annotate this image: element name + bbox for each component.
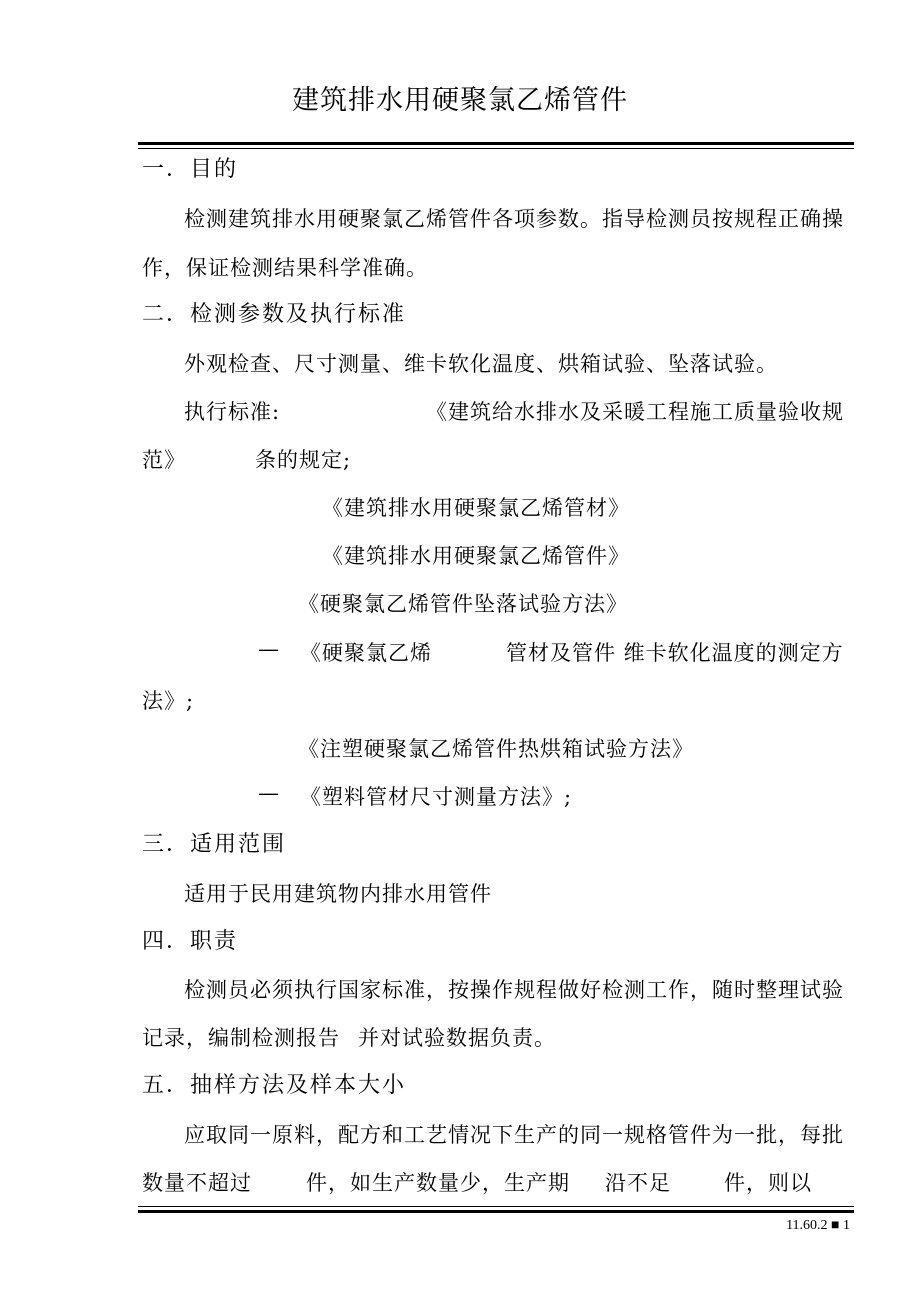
standard-item: 管材及管件 维卡软化温度的测定方	[506, 641, 844, 665]
standard-label: 执行标准:	[184, 400, 281, 424]
paragraph-line: 外观检查、尺寸测量、维卡软化温度、烘箱试验、坠落试验。	[184, 352, 778, 376]
paragraph-line: 作，保证检测结果科学准确。	[142, 256, 428, 280]
page-title: 建筑排水用硬聚氯乙烯管件	[292, 85, 628, 116]
paragraph-line: 件，如生产数量少，生产期	[306, 1171, 570, 1195]
section-heading-scope: 三．适用范围	[142, 832, 287, 857]
standard-item: 《塑料管材尺寸测量方法》;	[300, 785, 573, 809]
paragraph-line: 记录，编制检测报告	[142, 1026, 340, 1050]
paragraph-line: 检测建筑排水用硬聚氯乙烯管件各项参数。指导检测员按规程正确操	[184, 207, 844, 231]
standard-item: 《硬聚氯乙烯管件坠落试验方法》	[298, 592, 628, 616]
standard-item: 范》	[142, 448, 186, 472]
section-heading-sampling: 五．抽样方法及样本大小	[142, 1073, 407, 1098]
standard-dash: —	[258, 781, 280, 805]
footer-rule-thick	[138, 1210, 854, 1213]
standard-item: 《建筑给水排水及采暖工程施工质量验收规	[426, 400, 844, 424]
page-code: 11.60.2 ■ 1	[786, 1218, 850, 1233]
paragraph-line: 应取同一原料，配方和工艺情况下生产的同一规格管件为一批，每批	[184, 1123, 844, 1147]
header-rule-thick	[138, 142, 854, 145]
section-heading-parameters: 二．检测参数及执行标准	[142, 302, 407, 327]
standard-item: 《注塑硬聚氯乙烯管件热烘箱试验方法》	[298, 737, 694, 761]
paragraph-line: 适用于民用建筑物内排水用管件	[184, 882, 492, 906]
standard-dash: —	[258, 637, 280, 661]
header-rule-thin	[138, 148, 854, 149]
section-heading-duties: 四．职责	[142, 929, 239, 954]
footer-rule-thin	[138, 1206, 854, 1207]
paragraph-line: 检测员必须执行国家标准，按操作规程做好检测工作，随时整理试验	[184, 978, 844, 1002]
paragraph-line: 件，则以	[724, 1171, 812, 1195]
standard-item: 法》;	[142, 689, 195, 713]
paragraph-line: 数量不超过	[142, 1171, 252, 1195]
standard-item: 条的规定;	[255, 448, 352, 472]
paragraph-line: 沿不足	[605, 1171, 671, 1195]
standard-item: 《建筑排水用硬聚氯乙烯管材》	[322, 496, 630, 520]
standard-item: 《硬聚氯乙烯	[300, 641, 432, 665]
paragraph-line: 并对试验数据负责。	[358, 1026, 556, 1050]
standard-item: 《建筑排水用硬聚氯乙烯管件》	[322, 544, 630, 568]
section-heading-purpose: 一．目的	[142, 157, 239, 182]
